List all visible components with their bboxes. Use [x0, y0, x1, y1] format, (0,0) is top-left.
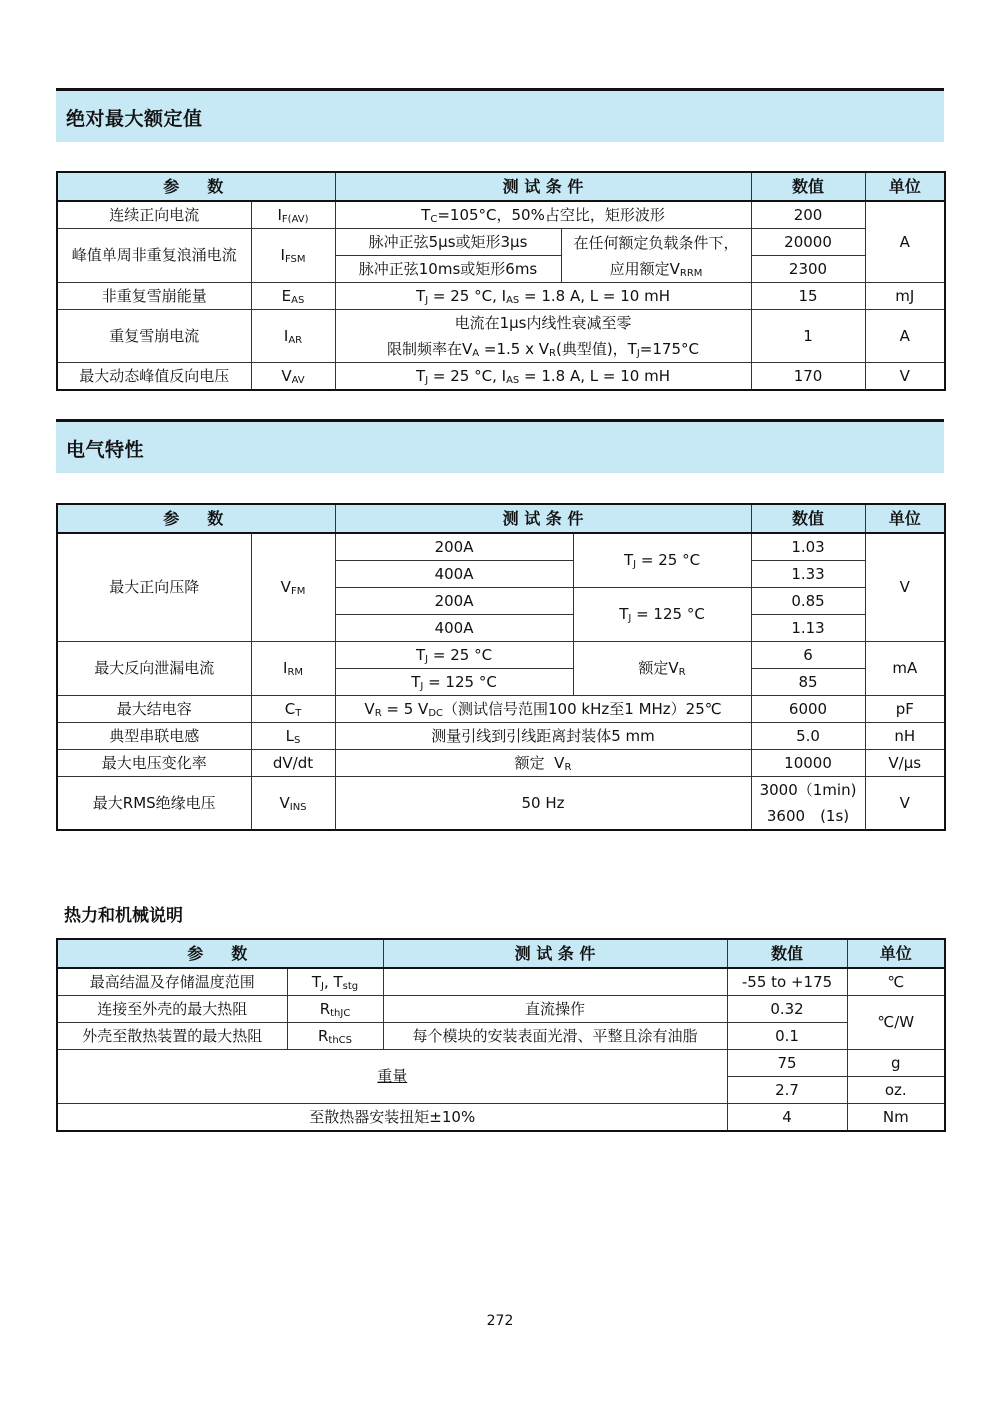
param-symbol: $R_{thJC}$: [287, 996, 383, 1023]
table-header-row: [57, 504, 945, 533]
test-condition: 电流在1μs内线性衰减至零 限制频率在$V_A =1.5$ x $V_R$(典型值)，$T_J=175^\circ C$: [335, 310, 751, 363]
value-cell: 0.85: [751, 588, 865, 615]
table-header-row: [57, 939, 945, 968]
header-value: 数值: [727, 939, 847, 968]
value-cell: 15: [751, 283, 865, 310]
test-condition: 测量引线到引线距离封装体5 mm: [335, 723, 751, 750]
param-symbol: $V_{INS}$: [251, 777, 335, 831]
section-banner-abs-max: [56, 88, 944, 142]
test-condition: $T_J = 25$ °C: [573, 533, 751, 588]
value-cell: 75: [727, 1050, 847, 1077]
test-condition: 400A: [335, 561, 573, 588]
unit-cell: V: [865, 777, 945, 831]
param-name: 最大动态峰值反向电压: [57, 363, 251, 391]
table-row: [57, 696, 945, 723]
thermal-table: [56, 938, 946, 1132]
table-row: [57, 723, 945, 750]
unit-cell: A: [865, 201, 945, 283]
value-cell: 0.1: [727, 1023, 847, 1050]
header-unit: 单位: [847, 939, 945, 968]
value-cell: 6: [751, 642, 865, 669]
unit-cell: oz.: [847, 1077, 945, 1104]
param-symbol: $I_{FSM}$: [251, 229, 335, 283]
abs-max-table: [56, 171, 946, 391]
table-row: [57, 1104, 945, 1132]
param-symbol: $T_J$, $T_{stg}$: [287, 968, 383, 996]
electrical-table: [56, 503, 946, 831]
table-row: [57, 750, 945, 777]
param-name: 至散热器安装扭矩±10%: [57, 1104, 727, 1132]
test-condition: 400A: [335, 615, 573, 642]
test-condition: 200A: [335, 533, 573, 561]
test-condition: $T_J = 25$ °C, $I_{AS} = 1.8$ A, L = 10 mH: [335, 363, 751, 391]
table-row: [57, 533, 945, 561]
test-condition: 每个模块的安装表面光滑、平整且涂有油脂: [383, 1023, 727, 1050]
test-condition: $T_C=105^\circ C$，50%占空比，矩形波形: [335, 201, 751, 229]
unit-cell: mJ: [865, 283, 945, 310]
param-symbol: $E_{AS}$: [251, 283, 335, 310]
param-symbol: $V_{FM}$: [251, 533, 335, 642]
value-cell: 4: [727, 1104, 847, 1132]
test-condition: $T_J = 25$ °C, $I_{AS} = 1.8$ A, L = 10 mH: [335, 283, 751, 310]
section-banner-electrical: [56, 419, 944, 473]
table-row: [57, 310, 945, 363]
test-condition: 额定$V_R$: [573, 642, 751, 696]
unit-cell: A: [865, 310, 945, 363]
test-condition: 200A: [335, 588, 573, 615]
header-unit: 单位: [865, 504, 945, 533]
test-condition: 额定 $V_R$: [335, 750, 751, 777]
test-condition: $T_J = 25$ °C: [335, 642, 573, 669]
table-header-row: [57, 172, 945, 201]
unit-cell: Nm: [847, 1104, 945, 1132]
value-cell: 170: [751, 363, 865, 391]
test-condition: 50 Hz: [335, 777, 751, 831]
value-cell: 0.32: [727, 996, 847, 1023]
value-cell: 2300: [751, 256, 865, 283]
param-name: 最高结温及存储温度范围: [57, 968, 287, 996]
unit-cell: V: [865, 363, 945, 391]
table-row: [57, 996, 945, 1023]
param-symbol: $I_{F(AV)}$: [251, 201, 335, 229]
param-name: 峰值单周非重复浪涌电流: [57, 229, 251, 283]
unit-cell: V: [865, 533, 945, 642]
unit-cell: ℃: [847, 968, 945, 996]
header-cond: 测 试 条 件: [335, 504, 751, 533]
value-cell: 10000: [751, 750, 865, 777]
section-title-thermal: 热力和机械说明: [64, 906, 183, 926]
param-name: 重量: [57, 1050, 727, 1104]
param-name: 最大RMS绝缘电压: [57, 777, 251, 831]
value-cell: 1.13: [751, 615, 865, 642]
section-title: 电气特性: [66, 439, 145, 461]
table-row: [57, 1023, 945, 1050]
value-cell: 3000（1min) 3600 (1s): [751, 777, 865, 831]
param-symbol: dV/dt: [251, 750, 335, 777]
unit-cell: pF: [865, 696, 945, 723]
table-row: [57, 363, 945, 391]
value-cell: 1.03: [751, 533, 865, 561]
unit-cell: nH: [865, 723, 945, 750]
header-param: 参 数: [57, 939, 383, 968]
param-symbol: $I_{AR}$: [251, 310, 335, 363]
section-title: 绝对最大额定值: [66, 108, 203, 130]
test-condition: [383, 968, 727, 996]
param-name: 重复雪崩电流: [57, 310, 251, 363]
table-row: [57, 1050, 945, 1077]
param-symbol: $R_{thCS}$: [287, 1023, 383, 1050]
param-name: 典型串联电感: [57, 723, 251, 750]
param-name: 最大反向泄漏电流: [57, 642, 251, 696]
test-condition: 脉冲正弦5μs或矩形3μs: [335, 229, 561, 256]
test-condition: 直流操作: [383, 996, 727, 1023]
param-name: 非重复雪崩能量: [57, 283, 251, 310]
header-cond: 测 试 条 件: [383, 939, 727, 968]
header-value: 数值: [751, 504, 865, 533]
param-name: 外壳至散热装置的最大热阻: [57, 1023, 287, 1050]
param-symbol: $I_{RM}$: [251, 642, 335, 696]
header-param: 参 数: [57, 172, 335, 201]
unit-cell: ℃/W: [847, 996, 945, 1050]
value-cell: -55 to +175: [727, 968, 847, 996]
param-name: 最大结电容: [57, 696, 251, 723]
param-name: 最大电压变化率: [57, 750, 251, 777]
test-condition: $T_J = 125$ °C: [573, 588, 751, 642]
table-row: [57, 777, 945, 831]
value-cell: 6000: [751, 696, 865, 723]
value-cell: 200: [751, 201, 865, 229]
unit-cell: V/μs: [865, 750, 945, 777]
table-row: [57, 229, 945, 256]
param-symbol: $L_S$: [251, 723, 335, 750]
value-cell: 1: [751, 310, 865, 363]
page-number: 272: [486, 1313, 514, 1329]
param-name: 最大正向压降: [57, 533, 251, 642]
test-condition: 在任何额定负载条件下， 应用额定$V_{RRM}$: [561, 229, 751, 283]
value-cell: 1.33: [751, 561, 865, 588]
param-name: 连续正向电流: [57, 201, 251, 229]
value-cell: 5.0: [751, 723, 865, 750]
unit-cell: mA: [865, 642, 945, 696]
header-unit: 单位: [865, 172, 945, 201]
test-condition: $V_R = 5$ $V_{DC}$（测试信号范围100 kHz至1 MHz）25℃: [335, 696, 751, 723]
unit-cell: g: [847, 1050, 945, 1077]
param-symbol: $C_T$: [251, 696, 335, 723]
value-cell: 2.7: [727, 1077, 847, 1104]
value-cell: 85: [751, 669, 865, 696]
table-row: [57, 642, 945, 669]
test-condition: 脉冲正弦10ms或矩形6ms: [335, 256, 561, 283]
table-row: [57, 201, 945, 229]
table-row: [57, 283, 945, 310]
table-row: [57, 968, 945, 996]
value-cell: 20000: [751, 229, 865, 256]
test-condition: $T_J = 125$ °C: [335, 669, 573, 696]
header-value: 数值: [751, 172, 865, 201]
param-symbol: $V_{AV}$: [251, 363, 335, 391]
param-name: 连接至外壳的最大热阻: [57, 996, 287, 1023]
header-param: 参 数: [57, 504, 335, 533]
header-cond: 测 试 条 件: [335, 172, 751, 201]
